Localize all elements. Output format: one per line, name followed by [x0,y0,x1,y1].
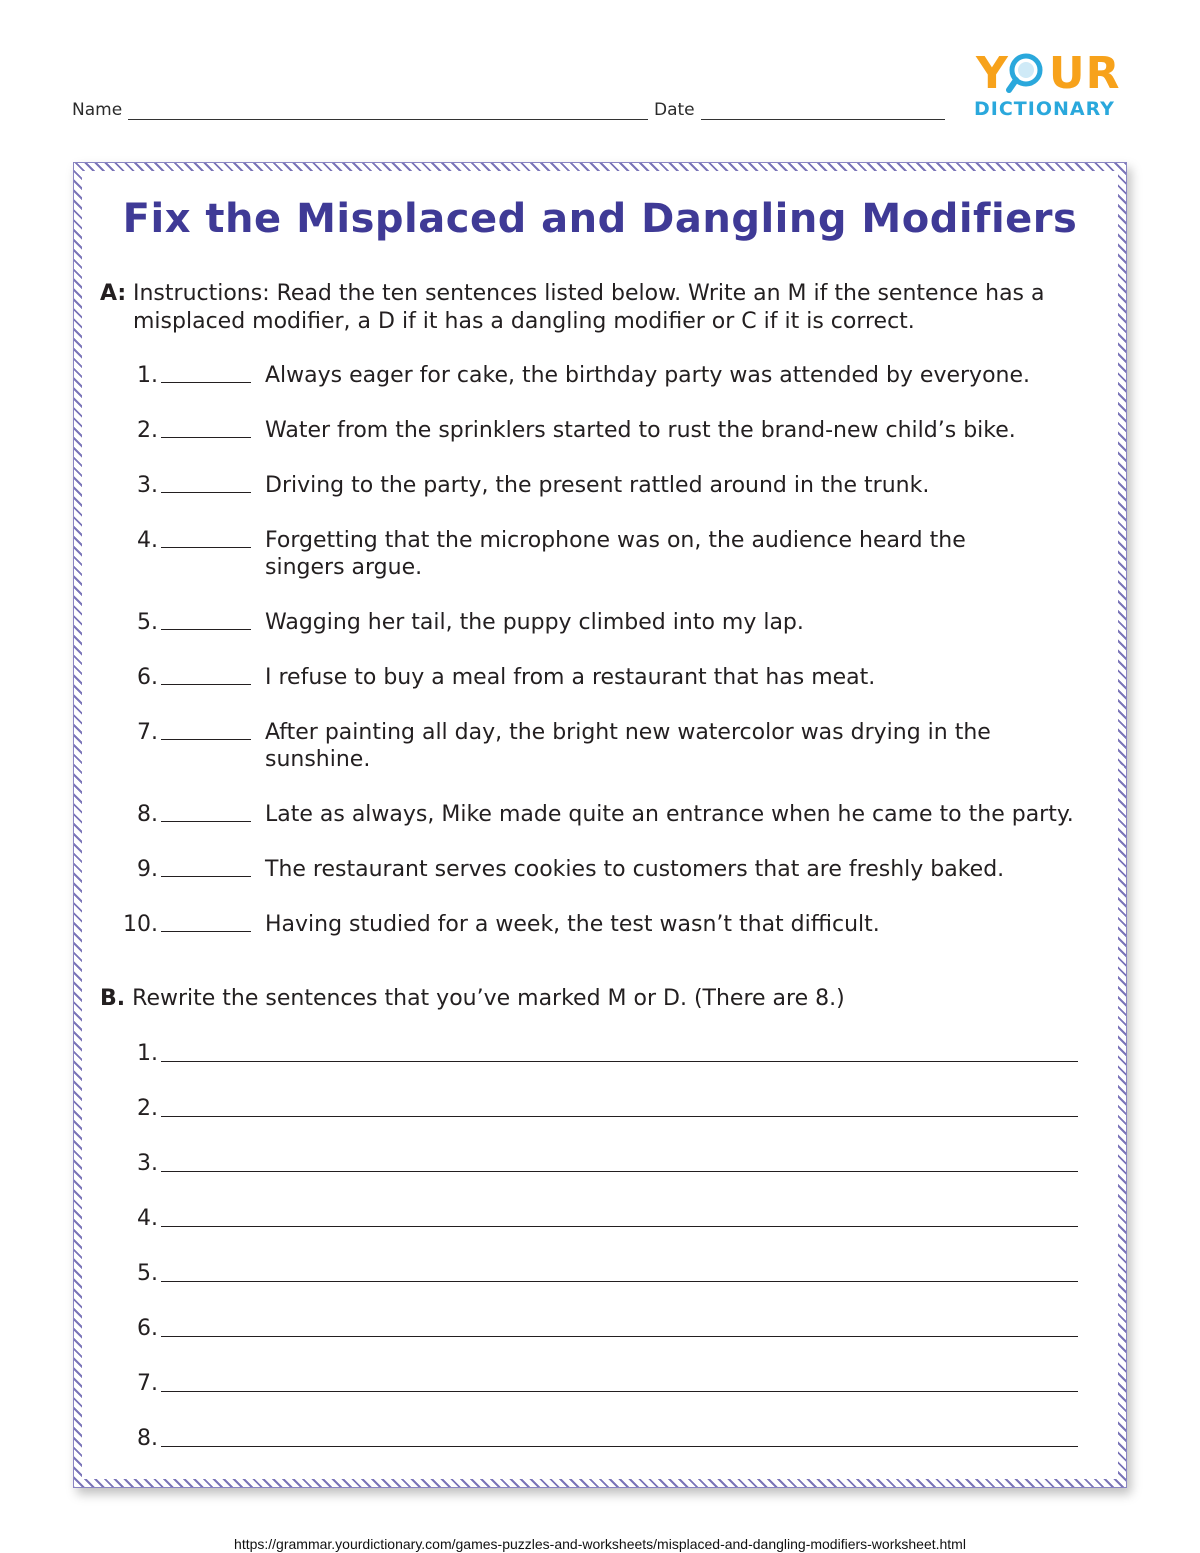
logo-dictionary-text: DICTIONARY [974,98,1115,120]
date-label: Date [654,100,695,120]
line-number: 6. [137,1316,158,1341]
logo-your-text: Y UR [976,48,1121,99]
item-sentence: After painting all day, the bright new watercolor was drying in the sunshine. [265,720,991,772]
line-number: 7. [137,1371,158,1396]
part-b-label: B. [100,986,126,1011]
item-sentence: I refuse to buy a meal from a restaurant that has meat. [265,665,876,690]
date-field [654,100,945,120]
date-line[interactable] [701,103,945,120]
answer-blank[interactable] [161,876,251,877]
item-sentence: The restaurant serves cookies to customers that are freshly baked. [265,857,1005,882]
line-number: 8. [137,1426,158,1451]
writing-rule[interactable] [161,1281,1078,1282]
writing-rule[interactable] [161,1336,1078,1337]
writing-rule[interactable] [161,1391,1078,1392]
item-number: 8. [137,802,158,827]
item-sentence: Forgetting that the microphone was on, the audience heard the singers argue. [265,528,966,580]
item-sentence: Water from the sprinklers started to rust the brand-new child’s bike. [265,418,1016,443]
line-number: 1. [137,1041,158,1066]
part-b-text: Rewrite the sentences that you’ve marked M or D. (There are 8.) [132,986,845,1011]
item-sentence: Always eager for cake, the birthday party was attended by everyone. [265,363,1031,388]
answer-blank[interactable] [161,382,251,383]
answer-blank[interactable] [161,547,251,548]
item-sentence: Late as always, Mike made quite an entrance when he came to the party. [265,802,1074,827]
writing-rule[interactable] [161,1061,1078,1062]
writing-rule[interactable] [161,1446,1078,1447]
worksheet-header [0,0,1200,150]
answer-blank[interactable] [161,684,251,685]
writing-rule[interactable] [161,1226,1078,1227]
line-number: 4. [137,1206,158,1231]
name-label: Name [72,100,123,120]
line-number: 2. [137,1096,158,1121]
item-number: 7. [137,720,158,745]
item-sentence: Wagging her tail, the puppy climbed into my lap. [265,610,804,635]
answer-blank[interactable] [161,821,251,822]
item-sentence: Having studied for a week, the test wasn’t that difficult. [265,912,880,937]
item-number: 2. [137,418,158,443]
item-number: 1. [137,363,158,388]
name-line[interactable] [128,103,648,120]
writing-rule[interactable] [161,1116,1078,1117]
item-number: 3. [137,473,158,498]
line-number: 3. [137,1151,158,1176]
magnifier-icon [1006,52,1050,96]
item-sentence: Driving to the party, the present rattled around in the trunk. [265,473,930,498]
answer-blank[interactable] [161,739,251,740]
writing-rule[interactable] [161,1171,1078,1172]
item-number: 9. [137,857,158,882]
answer-blank[interactable] [161,629,251,630]
part-a-text: Instructions: Read the ten sentences listed below. Write an M if the sentence has a misplaced modifier, a D if it has a dangling modifier or C if it is correct. [133,281,1045,334]
page-title: Fix the Misplaced and Dangling Modifiers [122,196,1078,242]
item-number: 4. [137,528,158,553]
answer-blank[interactable] [161,437,251,438]
part-b-instructions [100,985,845,1013]
part-a-instructions [100,280,1100,334]
source-url: https://grammar.yourdictionary.com/games-puzzles-and-worksheets/misplaced-and-dangling-modifiers-worksheet.html [234,1536,966,1552]
line-number: 5. [137,1261,158,1286]
name-field [72,100,648,120]
item-number: 6. [137,665,158,690]
part-a-label: A: [100,281,127,306]
item-number: 10. [123,912,158,937]
answer-blank[interactable] [161,492,251,493]
item-number: 5. [137,610,158,635]
yourdictionary-logo [972,48,1132,128]
answer-blank[interactable] [161,931,251,932]
